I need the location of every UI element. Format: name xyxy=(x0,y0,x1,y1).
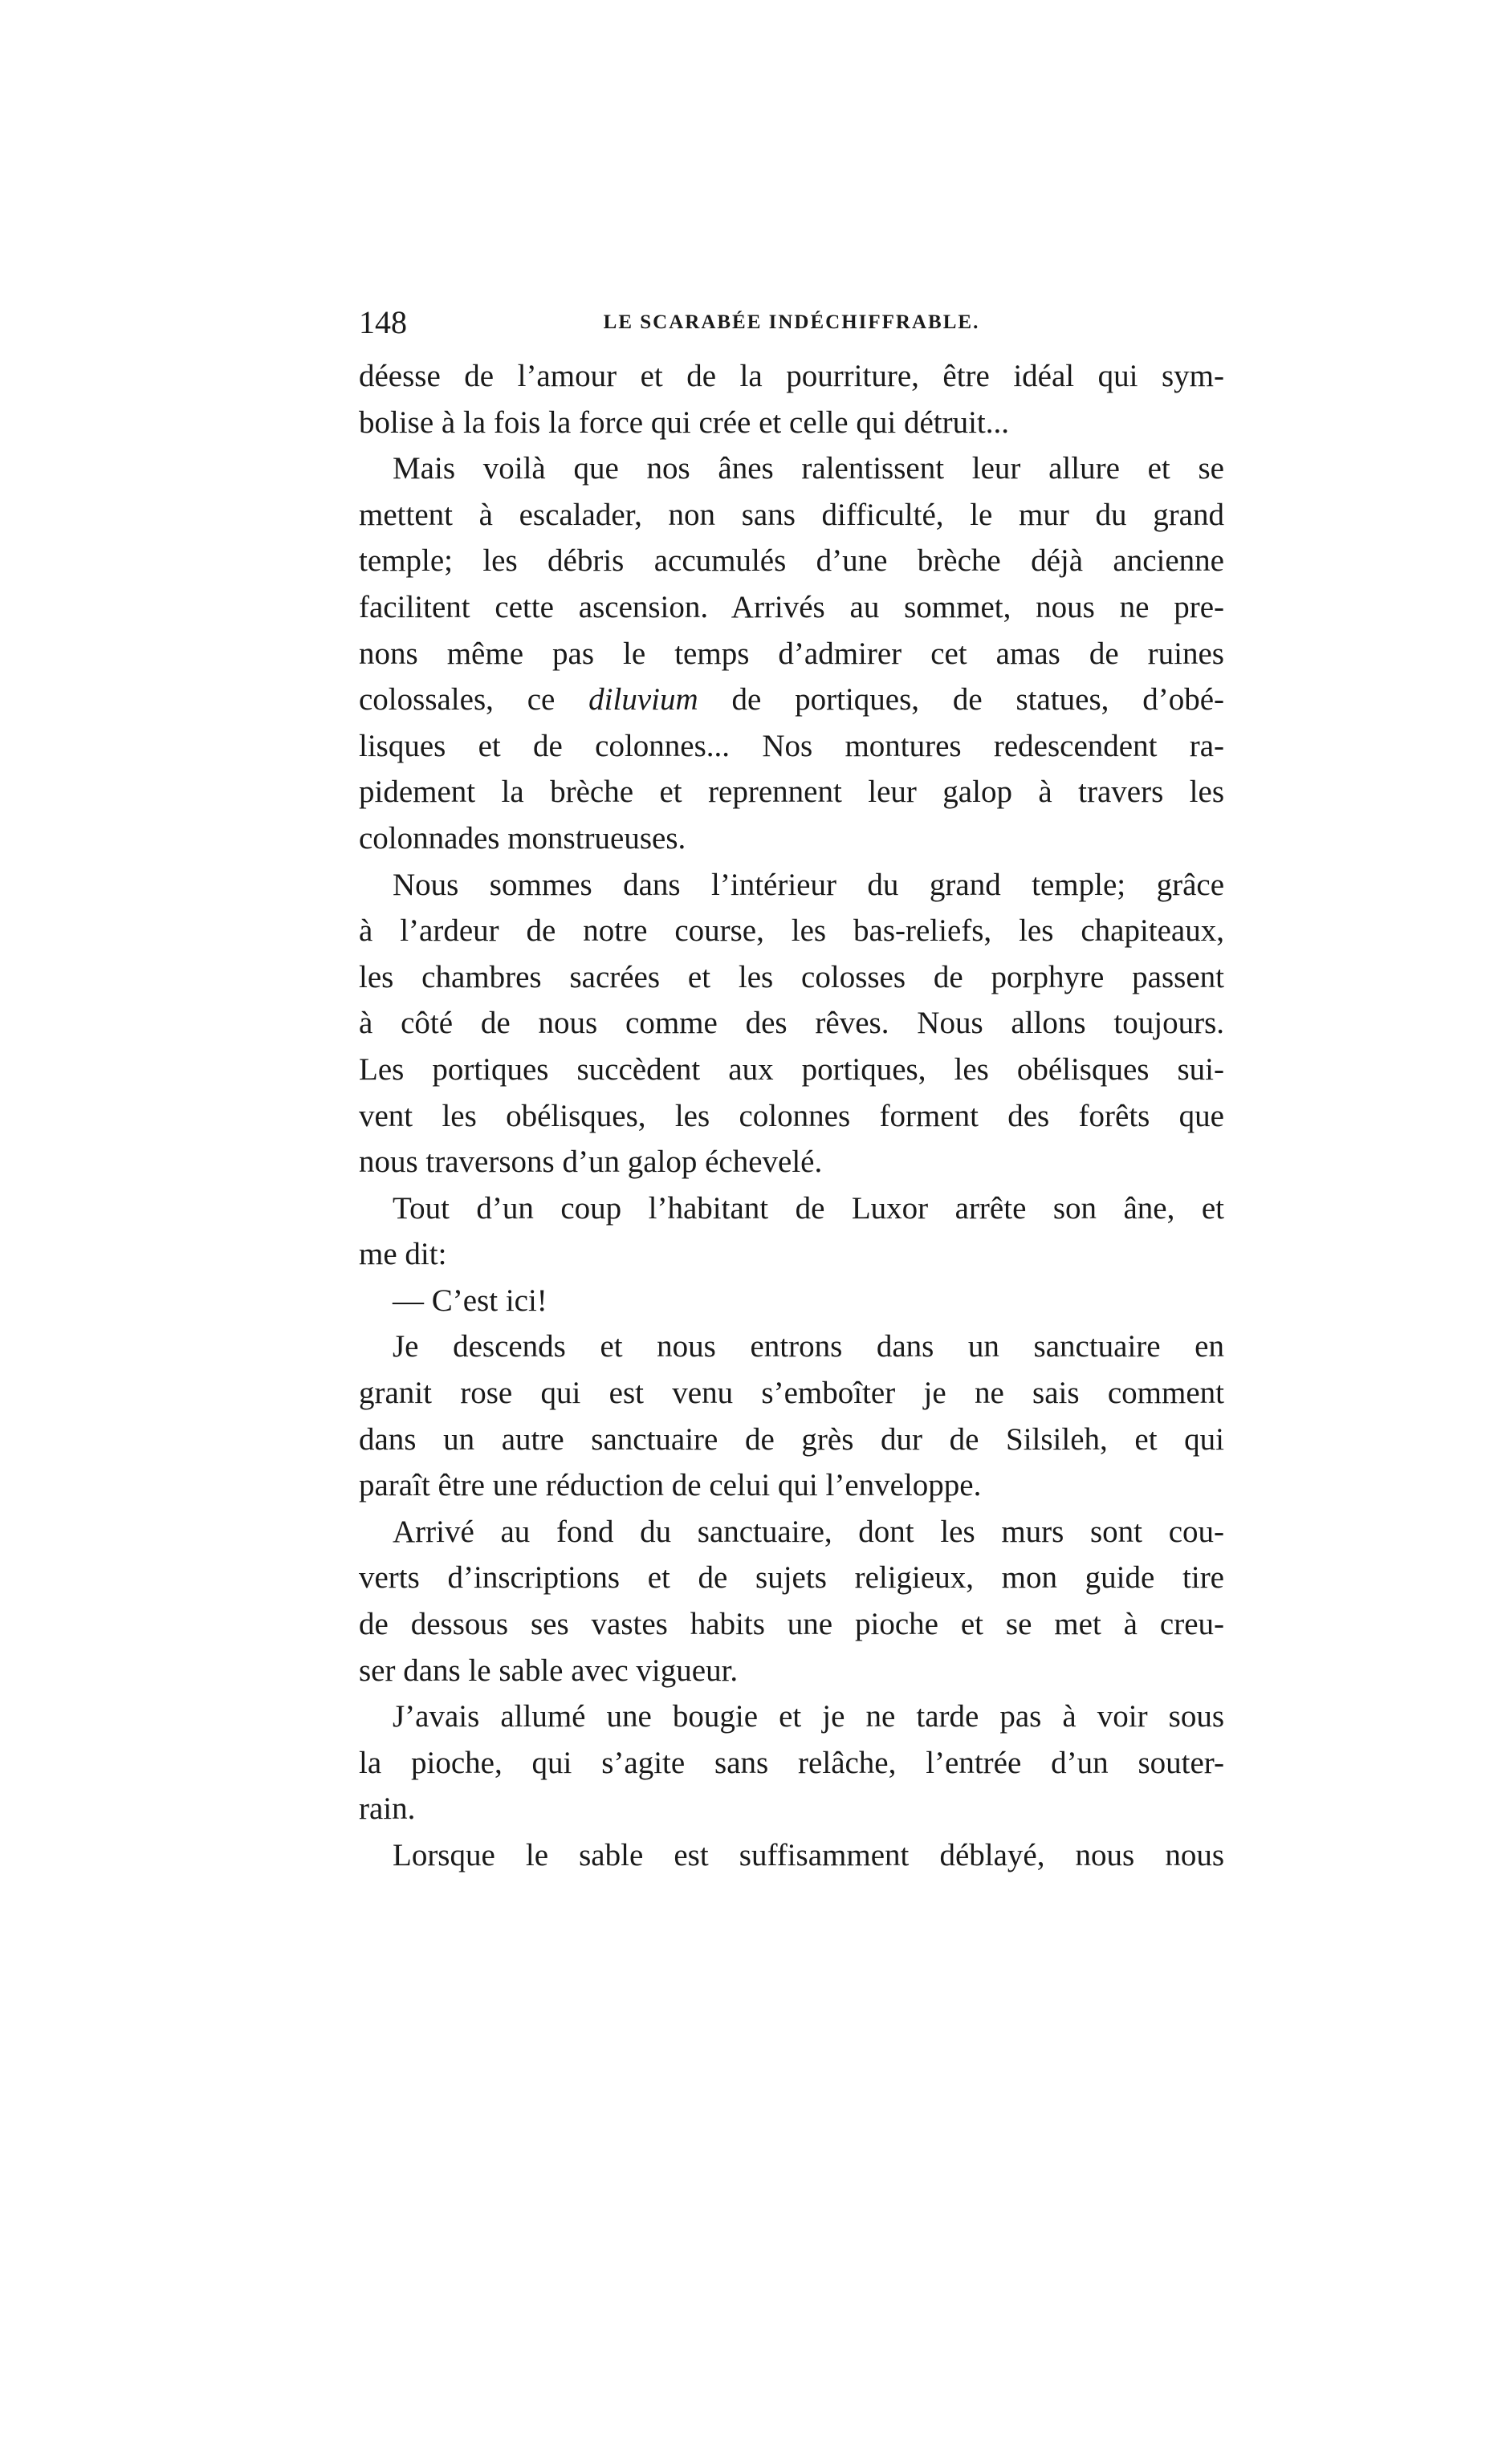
text-segment: Arrivé au fond du sanctuaire, dont les murs sont cou- xyxy=(393,1514,1224,1549)
text-line xyxy=(359,584,1224,631)
text-line xyxy=(359,1648,1224,1694)
running-title: LE SCARABÉE INDÉCHIFFRABLE. xyxy=(603,311,980,333)
text-line xyxy=(359,1509,1224,1555)
text-segment: Les portiques succèdent aux portiques, les obélisques sui- xyxy=(359,1051,1224,1087)
text-line xyxy=(359,769,1224,815)
text-segment: granit rose qui est venu s’emboîter je ne sais comment xyxy=(359,1376,1224,1411)
text-line xyxy=(359,1693,1224,1740)
text-line xyxy=(359,1093,1224,1140)
text-segment: nons même pas le temps d’admirer cet amas de ruines xyxy=(359,636,1224,671)
text-line xyxy=(359,1786,1224,1832)
text-segment: à côté de nous comme des rêves. Nous allons toujours. xyxy=(359,1006,1224,1041)
text-line xyxy=(359,1601,1224,1648)
body-text xyxy=(359,353,1224,1879)
text-line xyxy=(359,1370,1224,1417)
text-line xyxy=(359,677,1224,723)
text-segment: dans un autre sanctuaire de grès dur de Silsileh, et qui xyxy=(359,1421,1224,1457)
text-line xyxy=(359,1832,1224,1879)
text-segment: verts d’inscriptions et de sujets religieux, mon guide tire xyxy=(359,1560,1224,1596)
text-segment: temple; les débris accumulés d’une brèche déjà ancienne xyxy=(359,543,1224,579)
text-segment: colonnades monstrueuses. xyxy=(359,820,686,856)
text-segment: de portiques, de statues, d’obé- xyxy=(698,682,1224,718)
text-line xyxy=(359,1278,1224,1324)
text-line xyxy=(359,538,1224,584)
text-segment: rain. xyxy=(359,1791,416,1827)
text-line xyxy=(359,400,1224,446)
text-line xyxy=(359,1231,1224,1278)
text-line xyxy=(359,1185,1224,1232)
text-segment: paraît être une réduction de celui qui l’enveloppe. xyxy=(359,1468,982,1503)
text-segment: vent les obélisques, les colonnes forment des forêts que xyxy=(359,1098,1224,1133)
text-segment: la pioche, qui s’agite sans relâche, l’entrée d’un souter- xyxy=(359,1745,1224,1780)
text-line xyxy=(359,631,1224,677)
text-segment: J’avais allumé une bougie et je ne tarde pas à voir sous xyxy=(393,1699,1224,1734)
text-line xyxy=(359,1740,1224,1787)
text-segment: Lorsque le sable est suffisamment déblayé, nous nous xyxy=(393,1838,1224,1872)
text-segment: déesse de l’amour et de la pourriture, être idéal qui sym- xyxy=(359,359,1224,393)
text-segment: colossales, ce xyxy=(359,682,589,718)
text-segment: Mais voilà que nos ânes ralentissent leur allure et se xyxy=(393,451,1224,486)
text-line xyxy=(359,908,1224,954)
page-header xyxy=(359,303,1224,344)
text-line xyxy=(359,353,1224,400)
text-segment: — C’est ici! xyxy=(393,1283,547,1318)
text-line xyxy=(359,1462,1224,1509)
text-segment: nous traversons d’un galop échevelé. xyxy=(359,1145,823,1180)
text-segment: ser dans le sable avec vigueur. xyxy=(359,1653,739,1688)
text-segment: Tout d’un coup l’habitant de Luxor arrête son âne, et xyxy=(393,1190,1224,1226)
text-segment: pidement la brèche et reprennent leur galop à travers les xyxy=(359,775,1224,810)
text-segment: les chambres sacrées et les colosses de porphyre passent xyxy=(359,959,1224,994)
text-segment: lisques et de colonnes... Nos montures redescendent ra- xyxy=(359,728,1224,763)
text-segment: bolise à la fois la force qui crée et celle qui détruit... xyxy=(359,405,1009,440)
text-line xyxy=(359,445,1224,492)
text-line xyxy=(359,1000,1224,1047)
text-line xyxy=(359,1323,1224,1370)
text-segment: Je descends et nous entrons dans un sanctuaire en xyxy=(393,1329,1224,1364)
text-segment: Nous sommes dans l’intérieur du grand temple; grâce xyxy=(393,867,1224,902)
text-line xyxy=(359,1047,1224,1093)
text-segment: à l’ardeur de notre course, les bas-reliefs, les chapiteaux, xyxy=(359,913,1224,949)
text-line xyxy=(359,815,1224,862)
italic-term: diluvium xyxy=(588,682,698,718)
text-line xyxy=(359,1139,1224,1185)
text-line xyxy=(359,1417,1224,1463)
text-segment: mettent à escalader, non sans difficulté, le mur du grand xyxy=(359,497,1224,532)
text-line xyxy=(359,862,1224,909)
text-segment: me dit: xyxy=(359,1237,447,1272)
page-number: 148 xyxy=(359,304,407,340)
text-segment: de dessous ses vastes habits une pioche et se met à creu- xyxy=(359,1607,1224,1642)
text-line xyxy=(359,954,1224,1001)
text-line xyxy=(359,1555,1224,1601)
text-segment: facilitent cette ascension. Arrivés au sommet, nous ne pre- xyxy=(359,589,1224,624)
text-line xyxy=(359,723,1224,770)
text-line xyxy=(359,492,1224,539)
